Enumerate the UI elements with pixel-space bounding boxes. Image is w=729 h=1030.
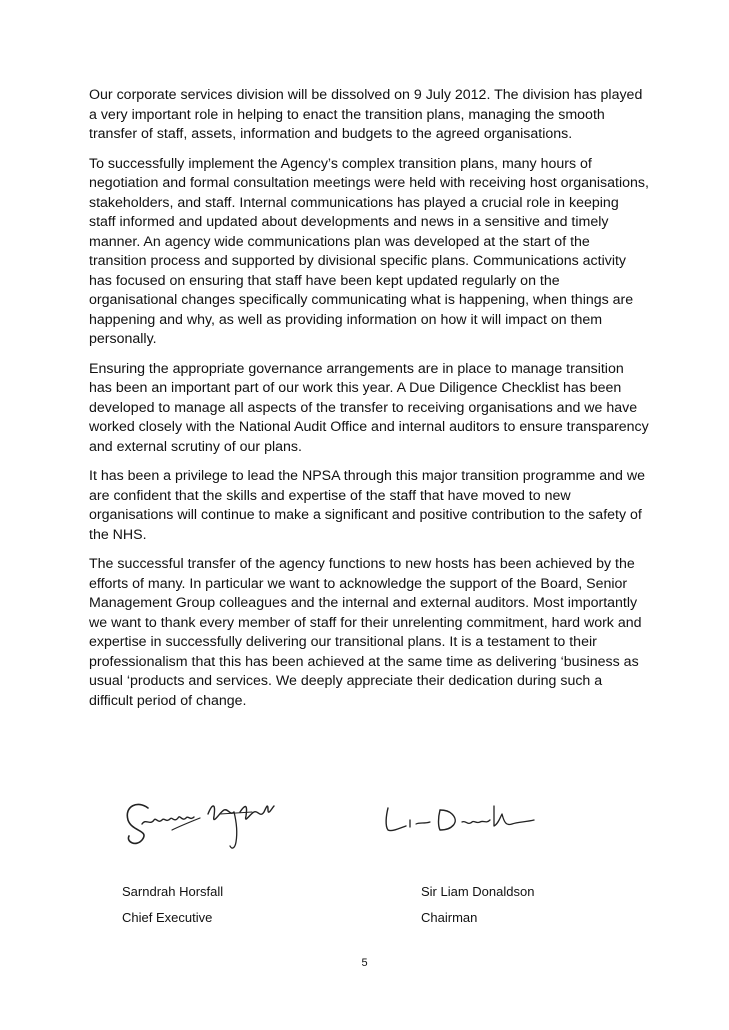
signatory-title-left: Chief Executive (122, 910, 213, 925)
signatory-title-right: Chairman (421, 910, 478, 925)
signature-right-icon (380, 800, 540, 840)
paragraph: The successful transfer of the agency functions to new hosts has been achieved by the efforts of many. In particular we want to acknowledge the support of the Board, Senior Management Group colleagues and the internal and external auditors. Most importantly we want to thank every member of staff for their unrelenting commitment, hard work and expertise in successfully delivering our transitional plans. It is a testament to their professionalism that this has been achieved at the same time as delivering ‘business as usual ‘products and services. We deeply appreciate their dedication during such a difficult period of change. (89, 556, 642, 709)
paragraph: It has been a privilege to lead the NPSA through this major transition programme and we are confident that the skills and expertise of the staff that have moved to new organisations will continue to make a significant and positive contribution to the safety of the NHS. (89, 468, 645, 543)
signature-left-icon (120, 790, 290, 860)
paragraph: Our corporate services division will be dissolved on 9 July 2012. The division has played a very important role in helping to enact the transition plans, managing the smooth transfer of staff, assets, information and budgets to the agreed organisations. (89, 87, 643, 142)
paragraph: To successfully implement the Agency’s complex transition plans, many hours of negotiation and formal consultation meetings were held with receiving host organisations, stakeholders, and staff. Internal communications has played a crucial role in keeping staff informed and updated about developments and news in a sensitive and timely manner. An agency wide communications plan was developed at the start of the transition process and supported by divisional specific plans. Communications activity has focused on ensuring that staff have been kept updated regularly on the organisational changes specifically communicating what is happening, when things are happening and why, as well as providing information on how it will impact on them personally. (89, 155, 649, 347)
body-text (89, 86, 649, 721)
paragraph: Ensuring the appropriate governance arrangements are in place to manage transition has been an important part of our work this year. A Due Diligence Checklist has been developed to manage all aspects of the transfer to receiving organisations and we have worked closely with the National Audit Office and internal auditors to ensure transparency and external scrutiny of our plans. (89, 360, 649, 455)
signatory-name-right: Sir Liam Donaldson (421, 884, 535, 899)
page-number: 5 (361, 957, 368, 969)
signatory-name-left: Sarndrah Horsfall (122, 884, 224, 899)
